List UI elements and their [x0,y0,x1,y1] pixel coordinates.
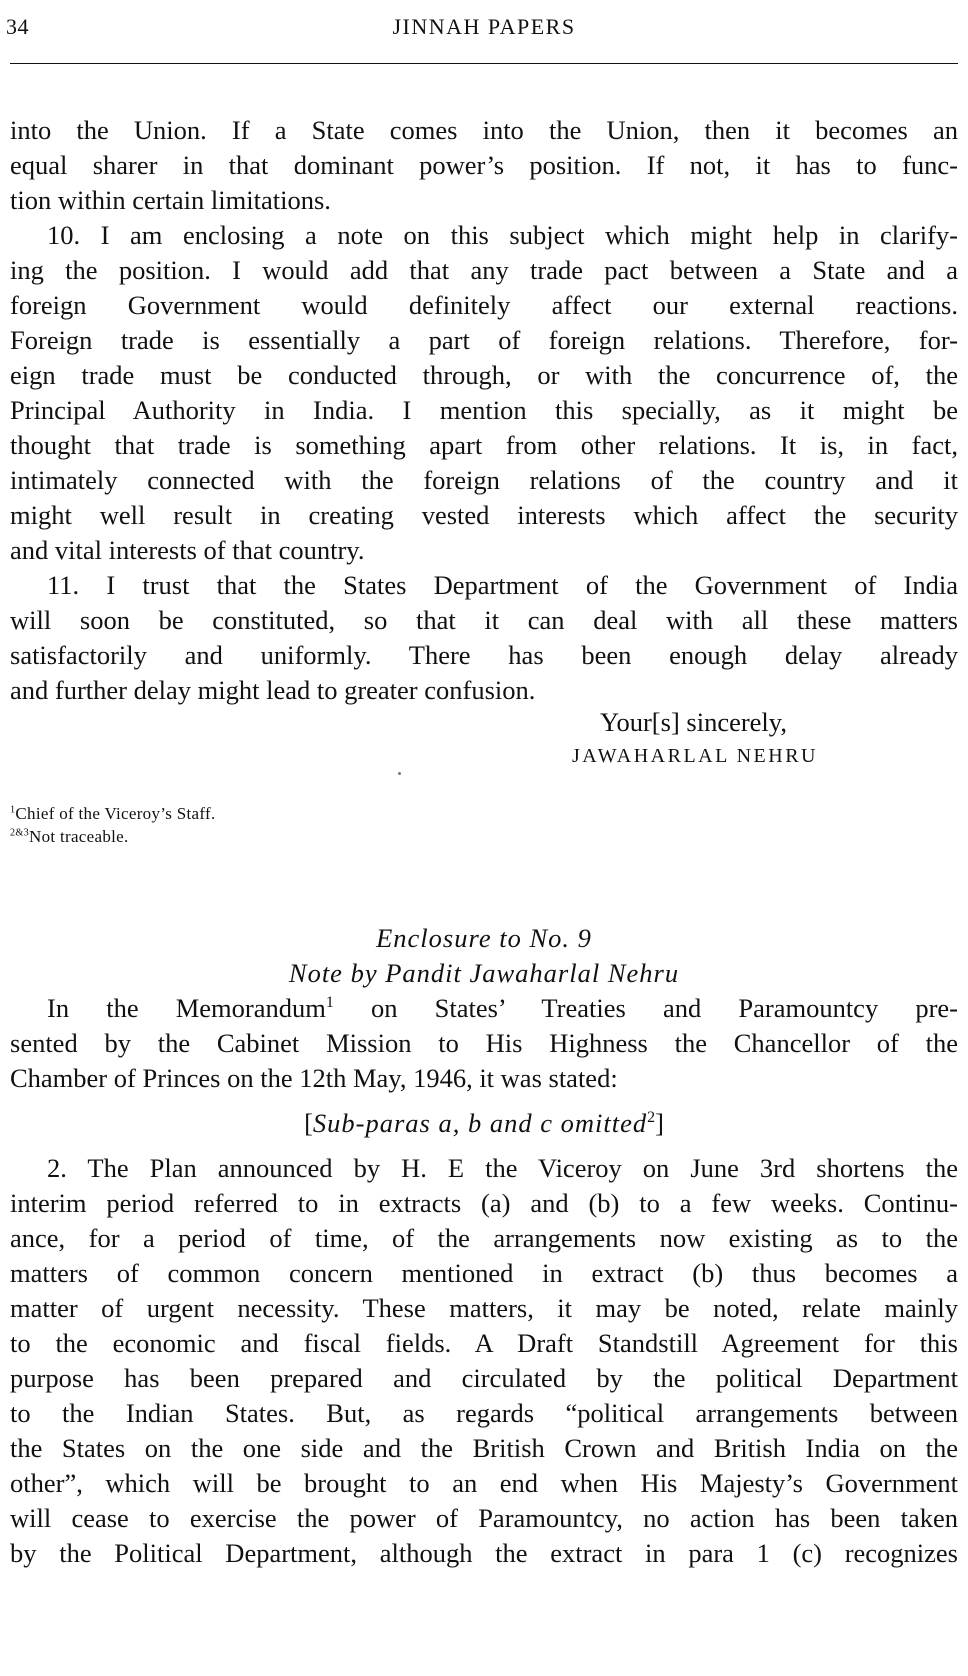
footnote-text: Chief of the Viceroy’s Staff. [15,804,216,823]
text-line: purpose has been prepared and circulated by the political Department [10,1363,958,1393]
signatory-name: JAWAHARLAL NEHRU [572,745,818,767]
running-head: JINNAH PAPERS [392,14,576,39]
text-line: and vital interests of that country. [10,535,365,565]
header-rule [10,63,958,64]
footnote [10,803,216,825]
enclosure-heading: Enclosure to No. 9 [376,923,592,953]
text-line: thought that trade is something apart from other relations. It is, in fact, [10,430,958,460]
text-line: interim period referred to in extracts (a) and (b) to a few weeks. Continu- [10,1188,958,1218]
text-line: to the Indian States. But, as regards “political arrangements between [10,1398,958,1428]
text-line: tion within certain limitations. [10,185,331,215]
bracket: [ [304,1108,313,1138]
text-line: ance, for a period of time, of the arrangements now existing as to the [10,1223,958,1253]
page-header [0,0,968,70]
closing-salutation: Your[s] sincerely, [600,707,787,737]
omitted-text: Sub-paras a, b and c omitted [312,1108,648,1138]
text-line: satisfactorily and uniformly. There has been enough delay already [10,640,958,670]
text-line: will soon be constituted, so that it can deal with all these matters [10,605,958,635]
text-line: intimately connected with the foreign relations of the country and it [10,465,958,495]
text-line: will cease to exercise the power of Paramountcy, no action has been taken [10,1503,958,1533]
text-line: 2. The Plan announced by H. E the Viceroy on June 3rd shortens the [47,1153,958,1183]
bracket: ] [655,1108,664,1138]
enclosure-subheading: Note by Pandit Jawaharlal Nehru [288,958,680,988]
text-line: matter of urgent necessity. These matters, it may be noted, relate mainly [10,1293,958,1323]
text-line: into the Union. If a State comes into the Union, then it becomes an [10,115,958,145]
text-line: the States on the one side and the British Crown and British India on the [10,1433,958,1463]
print-speck [398,772,401,775]
text-line: might well result in creating vested interests which affect the security [10,500,958,530]
text-line: and further delay might lead to greater confusion. [10,675,536,705]
text-line: ing the position. I would add that any trade pact between a State and a [10,255,958,285]
text-line: matters of common concern mentioned in extract (b) thus becomes a [10,1258,958,1288]
page-number: 34 [6,14,29,39]
text-line: by the Political Department, although the extract in para 1 (c) recognizes [10,1538,958,1568]
text-line: 10. I am enclosing a note on this subject which might help in clarify- [47,220,958,250]
text-line: Principal Authority in India. I mention this specially, as it might be [10,395,958,425]
text-line: Foreign trade is essentially a part of foreign relations. Therefore, for- [10,325,958,355]
footnote-text: Not traceable. [29,827,129,846]
footnote-ref: 1 [325,994,334,1012]
text-line: other”, which will be brought to an end when His Majesty’s Government [10,1468,958,1498]
footnote [10,826,129,848]
text-segment: on States’ Treaties and Paramountcy pre- [333,993,958,1023]
text-line: foreign Government would definitely affect our external reactions. [10,290,958,320]
text-line: equal sharer in that dominant power’s position. If not, it has to func- [10,150,958,180]
omitted-note [0,1105,968,1142]
text-segment: In the Memorandum [47,993,326,1023]
footnote-marker: 2&3 [10,827,30,839]
text-line: sented by the Cabinet Mission to His Highness the Chancellor of the [10,1028,958,1058]
text-line: to the economic and fiscal fields. A Draft Standstill Agreement for this [10,1328,958,1358]
footnote-ref: 2 [647,1109,656,1127]
footnote-marker: 1 [10,804,16,816]
text-line: Chamber of Princes on the 12th May, 1946, it was stated: [10,1063,618,1093]
text-line: 11. I trust that the States Department of the Government of India [47,570,958,600]
text-line: eign trade must be conducted through, or with the concurrence of, the [10,360,958,390]
text-line [47,990,958,1027]
